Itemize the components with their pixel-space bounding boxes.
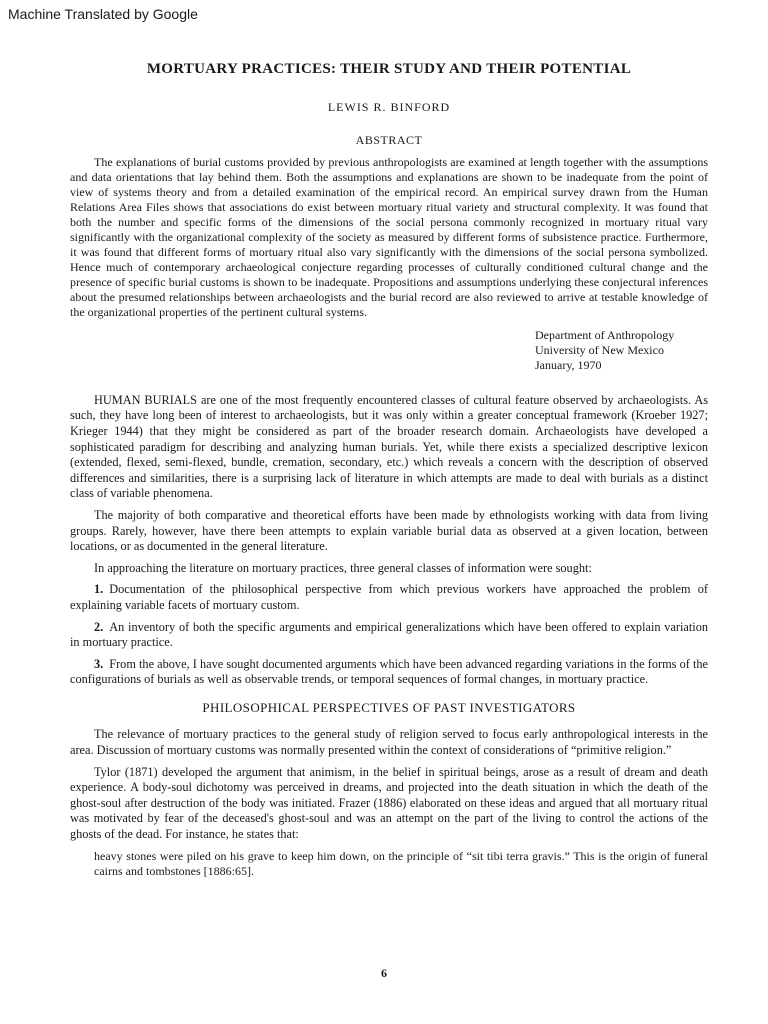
list-item-text: From the above, I have sought documented arguments which have been advanced regarding variations in the forms of the configurations of burials as well as observable trends, or temporal sequences of formal changes, in mortuary practice.	[70, 656, 708, 687]
affiliation-university: University of New Mexico	[535, 342, 664, 357]
list-item-number: 3.	[94, 656, 104, 671]
list-item	[70, 620, 708, 651]
body-paragraph-2: The majority of both comparative and theoretical efforts have been made by ethnologists working with data from living groups. Rarely, however, have there been attempts to explain variable burial data as observed at a given location, between locations, or as documented in the general literature.	[70, 507, 708, 554]
affiliation-department: Department of Anthropology	[535, 327, 675, 342]
abstract-heading: ABSTRACT	[355, 133, 423, 148]
section-paragraph-2: Tylor (1871) developed the argument that animism, in the belief in spiritual beings, arose as a result of dream and death experience. A body-soul dichotomy was perceived in dreams, and projected into the death situation in which the death of the ghost-soul after destruction of the body was initiated. Frazer (1886) elaborated on these ideas and argued that all mortuary ritual was motivated by fear of the deceased's ghost-soul and was an attempt on the part of the living to control the actions of the ghosts of the dead. For instance, he states that:	[70, 764, 708, 842]
paper-title: MORTUARY PRACTICES: THEIR STUDY AND THEIR POTENTIAL	[146, 61, 632, 77]
author-name: LEWIS R. BINFORD	[327, 99, 451, 114]
affiliation-date: January, 1970	[535, 357, 602, 372]
abstract-text: The explanations of burial customs provided by previous anthropologists are examined at length together with the assumptions and data orientations that lay behind them. Both the assumptions and explanations are shown to be inadequate from the point of view of systems theory and from a detailed examination of the empirical record. An empirical survey drawn from the Human Relations Area Files shows that associations do exist between mortuary ritual variety and structural complexity. It was found that both the number and specific forms of the dimensions of the social persona commonly recognized in mortuary ritual vary significantly with the organizational complexity of the society as measured by different forms of subsistence practice. Furthermore, it was found that different forms of mortuary ritual also vary significantly with the dimensions of the social persona symbolized. Hence much of contemporary archaeological conjecture regarding processes of culturally conditioned cultural change and the presence of specific burial customs is shown to be inadequate. Propositions and assumptions underlying these conjectural inferences about the presumed relationships between archaeologists and the burial record are also reviewed to arrive at testable knowledge of the organizational properties of the pertinent cultural systems.	[70, 154, 708, 319]
list-item	[70, 657, 708, 688]
list-item-number: 2.	[94, 619, 104, 634]
translation-banner: Machine Translated by Google	[8, 6, 198, 22]
body-paragraph-3: In approaching the literature on mortuary practices, three general classes of information were sought:	[94, 560, 592, 575]
section-paragraph-1: The relevance of mortuary practices to the general study of religion served to focus early anthropological interests in the area. Discussion of mortuary customs was normally presented within the context of considerations of “primitive religion.”	[70, 727, 708, 758]
block-quote: heavy stones were piled on his grave to keep him down, on the principle of “sit tibi terra gravis.” This is the origin of funeral cairns and tombstones [1886:65].	[94, 848, 708, 879]
list-item-number: 1.	[94, 582, 104, 597]
section-heading: PHILOSOPHICAL PERSPECTIVES OF PAST INVESTIGATORS	[202, 699, 576, 715]
list-item-text: Documentation of the philosophical perspective from which previous workers have approached the problem of explaining variable facets of mortuary custom.	[70, 582, 708, 612]
list-item	[70, 582, 708, 613]
list-item-text: An inventory of both the specific arguments and empirical generalizations which have been offered to explain variation in mortuary practice.	[70, 619, 708, 650]
document-page	[70, 62, 708, 888]
information-classes-list	[70, 582, 708, 688]
page-number: 6	[381, 966, 387, 980]
body-paragraph-1: HUMAN BURIALS are one of the most frequently encountered classes of cultural feature observed by archaeologists. As such, they have long been of interest to archaeologists, but it was only within a greater conceptual framework (Kroeber 1927; Krieger 1944) that they might be considered as part of the broader research domain. Archaeologists have developed a sophisticated paradigm for describing and analyzing human burials. Yet, while there exists a specialized descriptive lexicon (extended, flexed, semi-flexed, bundle, cremation, secondary, etc.) which reveals a concern with the description of observed differences and similarities, there is a surprising lack of literature in which attempts are made to deal with burials as a distinct class of variable phenomena.	[70, 392, 708, 501]
affiliation-block	[535, 328, 708, 373]
